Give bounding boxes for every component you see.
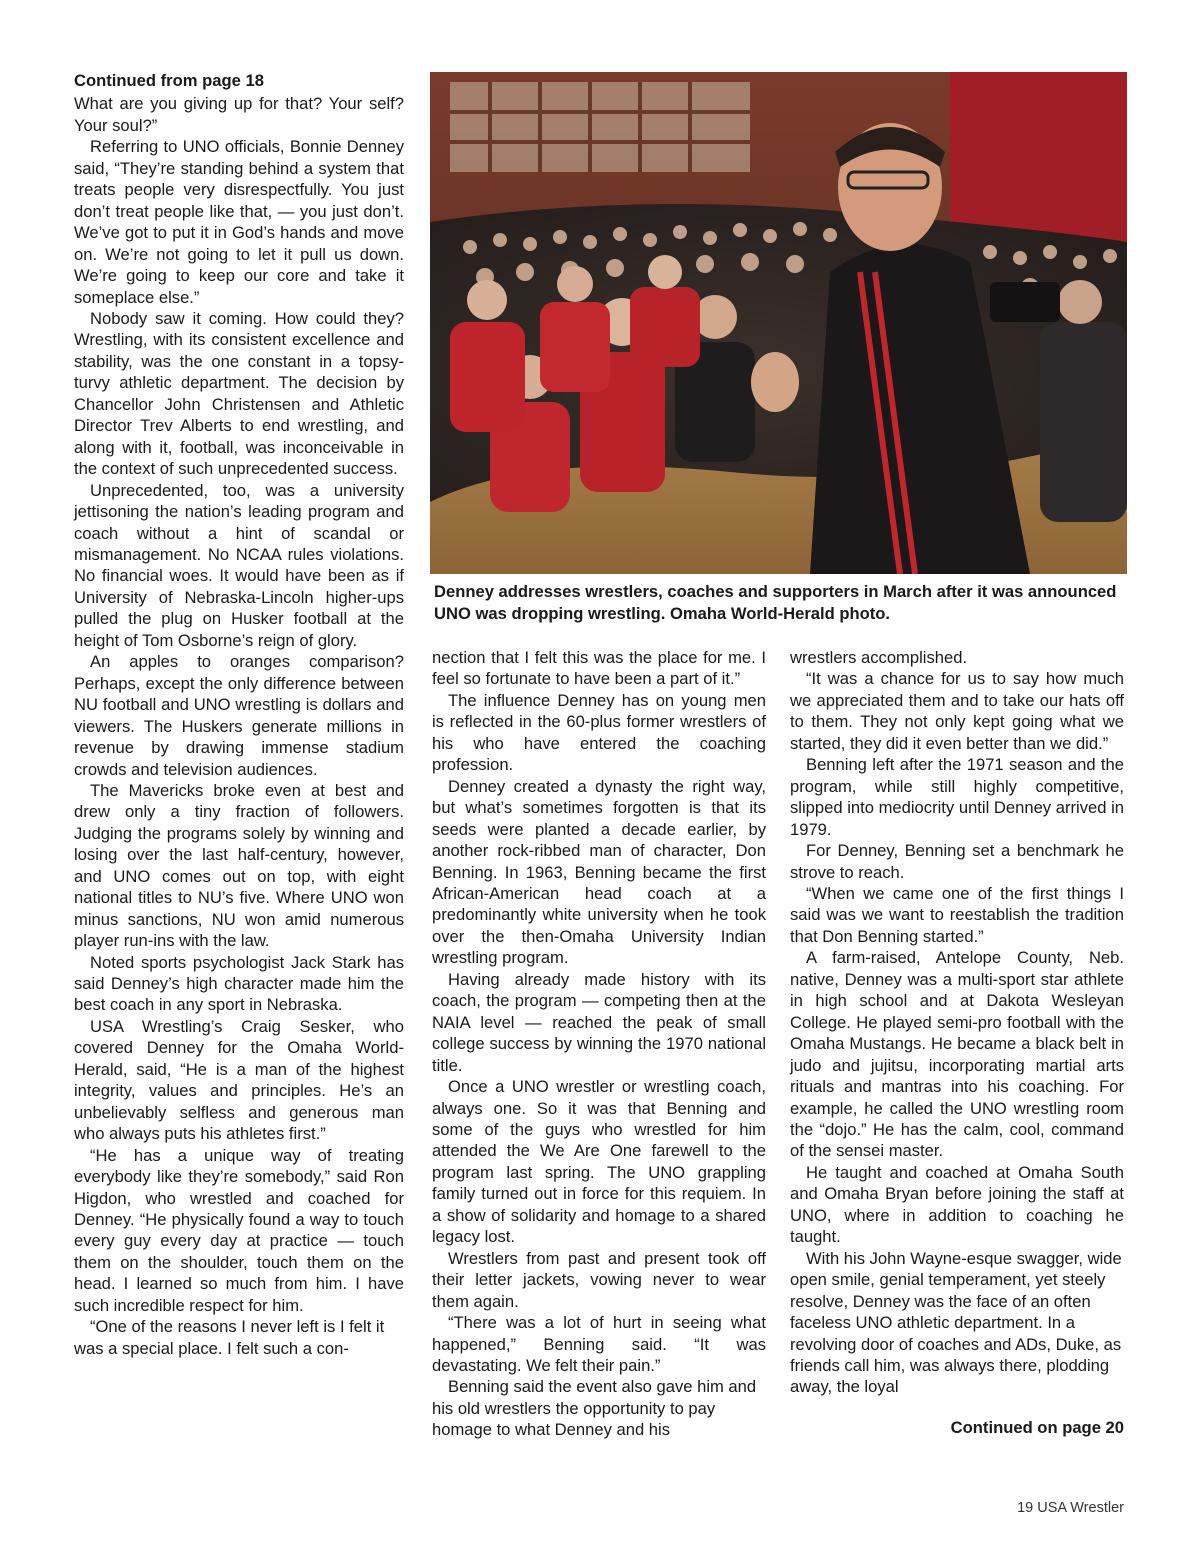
paragraph: Benning left after the 1971 season and the program, while still highly competitive, slipped into mediocrity until Denney arrived in 1979. <box>790 755 1124 839</box>
paragraph: USA Wrestling’s Craig Sesker, who covered Denney for the Omaha World-Herald, said, “He is a man of the highest integrity, values and principles. He’s an unbelievably selfless and generous man who always puts his athletes first.” <box>74 1016 404 1144</box>
paragraph: Wrestlers from past and present took off their letter jackets, vowing never to wear them again. <box>432 1248 766 1311</box>
paragraph: With his John Wayne-esque swagger, wide open smile, genial temperament, yet steely resolve, Denney was the face of an often faceless UNO athletic department. In a revolving door of coaches and ADs, Duke, as friends call him, was always there, plodding away, the loyal <box>790 1248 1122 1397</box>
paragraph: Denney created a dynasty the right way, but what’s sometimes forgotten is that its seeds were planted a decade earlier, by another rock-ribbed man of character, Don Benning. In 1963, Benning became the first African-American head coach at a predominantly white university when he took over the then-Omaha University Indian wrestling program. <box>432 776 766 968</box>
article-column-1 <box>74 70 404 1359</box>
article-column-3 <box>790 647 1124 1398</box>
paragraph: “There was a lot of hurt in seeing what happened,” Benning said. “It was devastating. We felt their pain.” <box>432 1313 766 1375</box>
paragraph: The influence Denney has on young men is reflected in the 60-plus former wrestlers of his who have entered the coaching profession. <box>432 690 766 775</box>
paragraph: Referring to UNO officials, Bonnie Denney said, “They’re standing behind a system that treats people very disrespectfully. You just don’t treat people like that, — you just don’t. We’ve got to put it in God’s hands and move on. We’re not going to let it pull us down. We’re going to keep our core and take it someplace else.” <box>74 137 404 307</box>
article-column-2 <box>432 647 766 1441</box>
paragraph: “He has a unique way of treating everybody like they’re somebody,” said Ron Higdon, who wrestled and coached for Denney. “He physically found a way to touch every guy every day at practice — touch them on the shoulder, touch them on the head. I learned so much from him. I have such incredible respect for him. <box>74 1145 404 1315</box>
paragraph: “It was a chance for us to say how much we appreciated them and to take our hats off to them. They not only kept going what we started, they did it even better than we did.” <box>790 669 1124 753</box>
article-photo <box>430 72 1127 574</box>
paragraph: Once a UNO wrestler or wrestling coach, always one. So it was that Benning and some of the guys who wrestled for him attended the We Are One farewell to the program last spring. The UNO grappling family turned out in force for this requiem. In a show of solidarity and homage to a shared legacy lost. <box>432 1077 766 1247</box>
paragraph: Unprecedented, too, was a university jettisoning the nation’s leading program and coach without a hint of scandal or mismanagement. No NCAA rules violations. No financial woes. It would have been as if University of Nebraska-Lincoln higher-ups pulled the plug on Husker football at the height of Tom Osborne’s reign of glory. <box>74 480 404 650</box>
crowd-photo-illustration <box>430 72 1127 574</box>
paragraph: For Denney, Benning set a benchmark he strove to reach. <box>790 841 1124 882</box>
paragraph: Nobody saw it coming. How could they? Wrestling, with its consistent excellence and stability, was the one constant in a topsy-turvy athletic department. The decision by Chancellor John Christensen and Athletic Director Trev Alberts to end wrestling, and along with it, football, was inconceivable in the context of such unprecedented success. <box>74 308 404 479</box>
paragraph: Benning said the event also gave him and his old wrestlers the opportunity to pay homage to what Denney and his <box>432 1377 757 1440</box>
paragraph: “When we came one of the first things I said was we want to reestablish the tradition that Don Benning started.” <box>790 883 1124 946</box>
photo-caption: Denney addresses wrestlers, coaches and supporters in March after it was announced UNO was dropping wrestling. Omaha World-Herald photo. <box>434 582 1117 623</box>
continued-from-label: Continued from page 18 <box>74 71 264 90</box>
paragraph: An apples to oranges comparison? Perhaps, except the only difference between NU football and UNO wrestling is dollars and viewers. The Huskers generate millions in revenue by drawing immense stadium crowds and television audiences. <box>74 652 404 779</box>
paragraph: What are you giving up for that? Your self? Your soul?” <box>74 94 404 135</box>
continued-on-label: Continued on page 20 <box>950 1418 1124 1437</box>
paragraph: wrestlers accomplished. <box>790 648 968 667</box>
paragraph: Having already made history with its coach, the program — competing then at the NAIA level — reached the peak of small college success by winning the 1970 national title. <box>432 969 766 1075</box>
paragraph: nection that I felt this was the place for me. I feel so fortunate to have been a part of it.” <box>432 648 766 689</box>
paragraph: Noted sports psychologist Jack Stark has said Denney’s high character made him the best coach in any sport in Nebraska. <box>74 952 404 1015</box>
paragraph: “One of the reasons I never left is I felt it was a special place. I felt such a con- <box>74 1317 385 1358</box>
paragraph: A farm-raised, Antelope County, Neb. native, Denney was a multi-sport star athlete in high school and at Dakota Wesleyan College. He played semi-pro football with the Omaha Mustangs. He became a black belt in judo and jujitsu, incorporating martial arts rituals and mantras into his coaching. For example, he called the UNO wrestling room the “dojo.” He has the calm, cool, command of the sensei master. <box>790 948 1124 1161</box>
paragraph: The Mavericks broke even at best and drew only a tiny fraction of followers. Judging the programs solely by winning and losing over the last half-century, however, and UNO comes out on top, with eight national titles to NU’s five. Where UNO won minus sanctions, NU won amid numerous player run-ins with the law. <box>74 780 404 951</box>
paragraph: He taught and coached at Omaha South and Omaha Bryan before joining the staff at UNO, where in addition to coaching he taught. <box>790 1162 1124 1247</box>
page-folio: 19 USA Wrestler <box>1017 1500 1124 1516</box>
